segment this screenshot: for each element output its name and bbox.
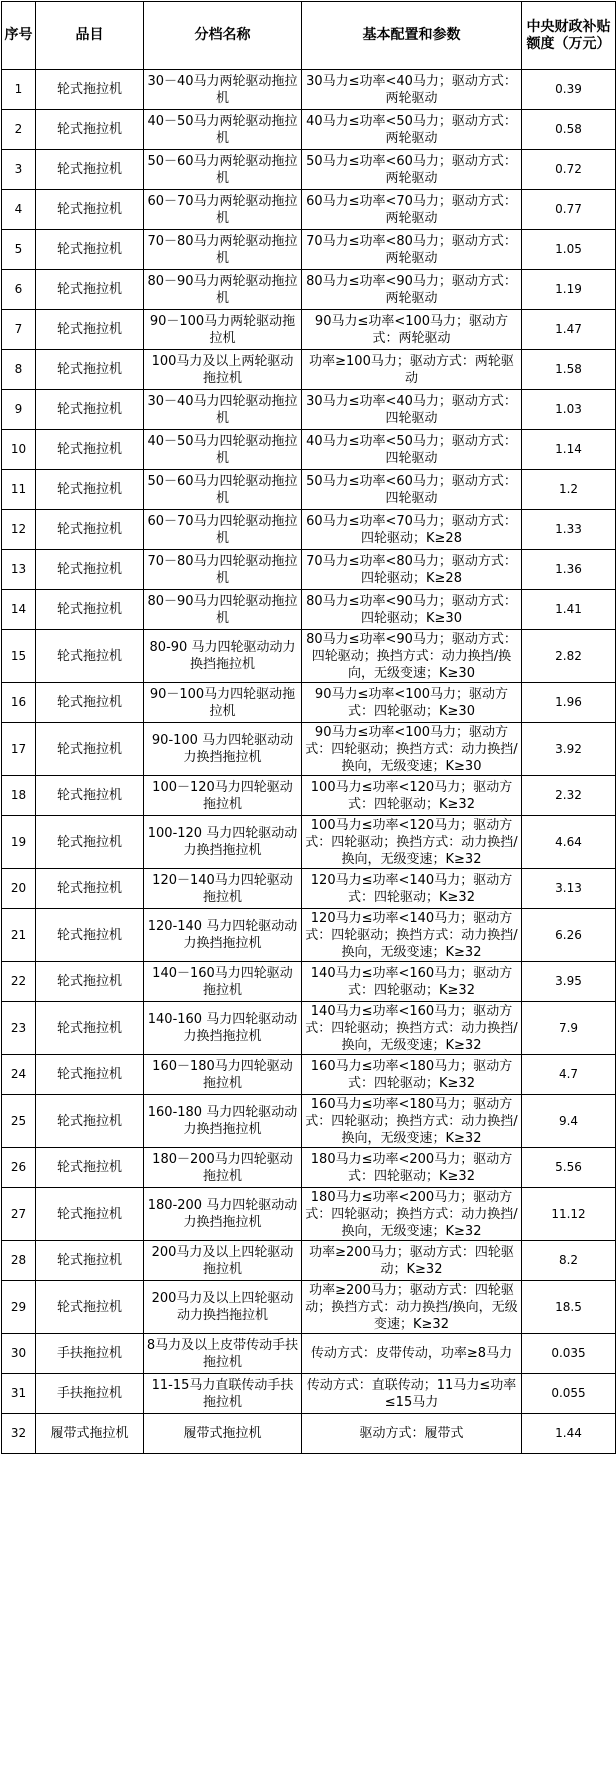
cell-name: 100－120马力四轮驱动拖拉机 [144,776,302,816]
cell-config: 50马力≤功率<60马力；驱动方式：四轮驱动 [302,470,522,510]
cell-config: 120马力≤功率<140马力；驱动方式：四轮驱动；K≥32 [302,869,522,909]
cell-subsidy: 2.82 [522,630,616,683]
cell-config: 70马力≤功率<80马力；驱动方式：四轮驱动；K≥28 [302,550,522,590]
cell-subsidy: 0.77 [522,190,616,230]
table-row [2,1002,616,1055]
cell-category: 轮式拖拉机 [36,869,144,909]
cell-category: 轮式拖拉机 [36,70,144,110]
cell-seq: 25 [2,1095,36,1148]
cell-category: 轮式拖拉机 [36,590,144,630]
cell-config: 140马力≤功率<160马力；驱动方式：四轮驱动；换挡方式：动力换挡/换向，无级变速；K≥32 [302,1002,522,1055]
table-row [2,390,616,430]
cell-category: 轮式拖拉机 [36,1002,144,1055]
cell-name: 40－50马力四轮驱动拖拉机 [144,430,302,470]
cell-name: 100马力及以上两轮驱动拖拉机 [144,350,302,390]
cell-category: 轮式拖拉机 [36,110,144,150]
cell-config: 50马力≤功率<60马力；驱动方式：两轮驱动 [302,150,522,190]
cell-category: 轮式拖拉机 [36,909,144,962]
cell-seq: 9 [2,390,36,430]
cell-category: 轮式拖拉机 [36,550,144,590]
cell-config: 160马力≤功率<180马力；驱动方式：四轮驱动；换挡方式：动力换挡/换向，无级变速；K≥32 [302,1095,522,1148]
cell-name: 160－180马力四轮驱动拖拉机 [144,1055,302,1095]
table-row [2,190,616,230]
cell-config: 140马力≤功率<160马力；驱动方式：四轮驱动；K≥32 [302,962,522,1002]
cell-seq: 12 [2,510,36,550]
cell-subsidy: 0.58 [522,110,616,150]
cell-subsidy: 4.7 [522,1055,616,1095]
cell-category: 轮式拖拉机 [36,816,144,869]
cell-name: 90-100 马力四轮驱动动力换挡拖拉机 [144,723,302,776]
table-row [2,1334,616,1374]
cell-seq: 14 [2,590,36,630]
cell-subsidy: 18.5 [522,1281,616,1334]
cell-category: 轮式拖拉机 [36,630,144,683]
cell-config: 90马力≤功率<100马力；驱动方式：四轮驱动；换挡方式：动力换挡/换向，无级变速；K≥30 [302,723,522,776]
cell-subsidy: 1.03 [522,390,616,430]
cell-category: 轮式拖拉机 [36,230,144,270]
cell-config: 100马力≤功率<120马力；驱动方式：四轮驱动；K≥32 [302,776,522,816]
cell-subsidy: 1.58 [522,350,616,390]
cell-seq: 20 [2,869,36,909]
table-row [2,1241,616,1281]
table-row [2,310,616,350]
cell-name: 180-200 马力四轮驱动动力换挡拖拉机 [144,1188,302,1241]
cell-subsidy: 1.36 [522,550,616,590]
cell-seq: 26 [2,1148,36,1188]
cell-category: 轮式拖拉机 [36,430,144,470]
cell-name: 120-140 马力四轮驱动动力换挡拖拉机 [144,909,302,962]
cell-category: 轮式拖拉机 [36,1055,144,1095]
cell-category: 轮式拖拉机 [36,962,144,1002]
header-seq: 序号 [2,2,36,70]
cell-seq: 2 [2,110,36,150]
cell-subsidy: 0.055 [522,1374,616,1414]
cell-subsidy: 7.9 [522,1002,616,1055]
cell-category: 轮式拖拉机 [36,310,144,350]
cell-config: 120马力≤功率<140马力；驱动方式：四轮驱动；换挡方式：动力换挡/换向，无级变速；K≥32 [302,909,522,962]
cell-seq: 17 [2,723,36,776]
header-subsidy: 中央财政补贴额度（万元） [522,2,616,70]
cell-seq: 4 [2,190,36,230]
table-row [2,816,616,869]
table-row [2,1414,616,1454]
cell-seq: 23 [2,1002,36,1055]
cell-name: 80－90马力两轮驱动拖拉机 [144,270,302,310]
cell-seq: 19 [2,816,36,869]
cell-subsidy: 9.4 [522,1095,616,1148]
cell-subsidy: 6.26 [522,909,616,962]
cell-config: 80马力≤功率<90马力；驱动方式：四轮驱动；K≥30 [302,590,522,630]
cell-subsidy: 1.05 [522,230,616,270]
cell-config: 40马力≤功率<50马力；驱动方式：两轮驱动 [302,110,522,150]
cell-seq: 27 [2,1188,36,1241]
cell-name: 80-90 马力四轮驱动动力换挡拖拉机 [144,630,302,683]
cell-config: 180马力≤功率<200马力；驱动方式：四轮驱动；K≥32 [302,1148,522,1188]
table-row [2,350,616,390]
table-row [2,510,616,550]
cell-config: 80马力≤功率<90马力；驱动方式：两轮驱动 [302,270,522,310]
header-name: 分档名称 [144,2,302,70]
cell-name: 140－160马力四轮驱动拖拉机 [144,962,302,1002]
cell-name: 8马力及以上皮带传动手扶拖拉机 [144,1334,302,1374]
cell-config: 90马力≤功率<100马力；驱动方式：两轮驱动 [302,310,522,350]
cell-name: 30－40马力两轮驱动拖拉机 [144,70,302,110]
cell-seq: 29 [2,1281,36,1334]
table-row [2,430,616,470]
table-row [2,1095,616,1148]
cell-seq: 16 [2,683,36,723]
table-row [2,776,616,816]
cell-name: 60－70马力四轮驱动拖拉机 [144,510,302,550]
cell-category: 手扶拖拉机 [36,1334,144,1374]
cell-name: 120－140马力四轮驱动拖拉机 [144,869,302,909]
cell-name: 160-180 马力四轮驱动动力换挡拖拉机 [144,1095,302,1148]
cell-category: 轮式拖拉机 [36,776,144,816]
cell-subsidy: 0.39 [522,70,616,110]
cell-seq: 10 [2,430,36,470]
table-row [2,1188,616,1241]
cell-category: 轮式拖拉机 [36,390,144,430]
cell-subsidy: 1.41 [522,590,616,630]
table-header-row [2,2,616,70]
cell-category: 轮式拖拉机 [36,510,144,550]
cell-subsidy: 1.2 [522,470,616,510]
cell-seq: 18 [2,776,36,816]
cell-config: 30马力≤功率<40马力；驱动方式：两轮驱动 [302,70,522,110]
cell-category: 履带式拖拉机 [36,1414,144,1454]
table-row [2,683,616,723]
table-row [2,270,616,310]
cell-name: 70－80马力四轮驱动拖拉机 [144,550,302,590]
table-row [2,962,616,1002]
cell-subsidy: 1.96 [522,683,616,723]
cell-name: 11-15马力直联传动手扶拖拉机 [144,1374,302,1414]
table-row [2,230,616,270]
cell-name: 80－90马力四轮驱动拖拉机 [144,590,302,630]
cell-config: 30马力≤功率<40马力；驱动方式：四轮驱动 [302,390,522,430]
cell-subsidy: 1.14 [522,430,616,470]
cell-seq: 1 [2,70,36,110]
cell-name: 90－100马力四轮驱动拖拉机 [144,683,302,723]
cell-name: 50－60马力四轮驱动拖拉机 [144,470,302,510]
cell-seq: 11 [2,470,36,510]
table-row [2,630,616,683]
table-row [2,550,616,590]
cell-seq: 24 [2,1055,36,1095]
cell-subsidy: 3.92 [522,723,616,776]
cell-subsidy: 0.035 [522,1334,616,1374]
cell-seq: 13 [2,550,36,590]
cell-config: 40马力≤功率<50马力；驱动方式：四轮驱动 [302,430,522,470]
cell-subsidy: 8.2 [522,1241,616,1281]
cell-name: 200马力及以上四轮驱动动力换挡拖拉机 [144,1281,302,1334]
cell-name: 70－80马力两轮驱动拖拉机 [144,230,302,270]
cell-config: 80马力≤功率<90马力；驱动方式：四轮驱动；换挡方式：动力换挡/换向，无级变速；K≥30 [302,630,522,683]
table-row [2,70,616,110]
cell-name: 40－50马力两轮驱动拖拉机 [144,110,302,150]
cell-subsidy: 1.44 [522,1414,616,1454]
cell-name: 100-120 马力四轮驱动动力换挡拖拉机 [144,816,302,869]
table-row [2,1281,616,1334]
cell-seq: 8 [2,350,36,390]
cell-name: 200马力及以上四轮驱动拖拉机 [144,1241,302,1281]
table-body [2,70,616,1454]
cell-seq: 5 [2,230,36,270]
cell-config: 传动方式：直联传动；11马力≤功率≤15马力 [302,1374,522,1414]
cell-category: 轮式拖拉机 [36,1188,144,1241]
table-row [2,909,616,962]
table-row [2,150,616,190]
table-row [2,590,616,630]
cell-config: 90马力≤功率<100马力；驱动方式：四轮驱动；K≥30 [302,683,522,723]
cell-category: 轮式拖拉机 [36,683,144,723]
cell-category: 轮式拖拉机 [36,1241,144,1281]
table-row [2,1374,616,1414]
cell-config: 功率≥200马力；驱动方式：四轮驱动；换挡方式：动力换挡/换向，无级变速；K≥32 [302,1281,522,1334]
cell-seq: 28 [2,1241,36,1281]
cell-seq: 3 [2,150,36,190]
cell-subsidy: 0.72 [522,150,616,190]
cell-subsidy: 5.56 [522,1148,616,1188]
cell-category: 轮式拖拉机 [36,190,144,230]
cell-name: 50－60马力两轮驱动拖拉机 [144,150,302,190]
cell-subsidy: 4.64 [522,816,616,869]
cell-config: 160马力≤功率<180马力；驱动方式：四轮驱动；K≥32 [302,1055,522,1095]
cell-subsidy: 11.12 [522,1188,616,1241]
cell-seq: 32 [2,1414,36,1454]
header-category: 品目 [36,2,144,70]
table-row [2,723,616,776]
cell-config: 功率≥200马力；驱动方式：四轮驱动；K≥32 [302,1241,522,1281]
cell-config: 60马力≤功率<70马力；驱动方式：两轮驱动 [302,190,522,230]
cell-config: 传动方式：皮带传动，功率≥8马力 [302,1334,522,1374]
subsidy-table [1,1,616,1454]
cell-category: 轮式拖拉机 [36,723,144,776]
table-row [2,110,616,150]
cell-config: 驱动方式：履带式 [302,1414,522,1454]
cell-seq: 7 [2,310,36,350]
table-row [2,869,616,909]
cell-config: 100马力≤功率<120马力；驱动方式：四轮驱动；换挡方式：动力换挡/换向，无级变速；K≥32 [302,816,522,869]
cell-subsidy: 3.13 [522,869,616,909]
cell-seq: 21 [2,909,36,962]
cell-subsidy: 1.47 [522,310,616,350]
cell-name: 180－200马力四轮驱动拖拉机 [144,1148,302,1188]
cell-subsidy: 2.32 [522,776,616,816]
cell-seq: 31 [2,1374,36,1414]
cell-category: 手扶拖拉机 [36,1374,144,1414]
cell-category: 轮式拖拉机 [36,470,144,510]
table-row [2,1055,616,1095]
table-row [2,470,616,510]
cell-subsidy: 1.19 [522,270,616,310]
cell-config: 60马力≤功率<70马力；驱动方式：四轮驱动；K≥28 [302,510,522,550]
cell-seq: 15 [2,630,36,683]
cell-category: 轮式拖拉机 [36,1281,144,1334]
cell-seq: 22 [2,962,36,1002]
cell-seq: 6 [2,270,36,310]
cell-name: 90－100马力两轮驱动拖拉机 [144,310,302,350]
cell-category: 轮式拖拉机 [36,1095,144,1148]
cell-name: 履带式拖拉机 [144,1414,302,1454]
cell-category: 轮式拖拉机 [36,150,144,190]
cell-config: 70马力≤功率<80马力；驱动方式：两轮驱动 [302,230,522,270]
cell-config: 180马力≤功率<200马力；驱动方式：四轮驱动；换挡方式：动力换挡/换向，无级变速；K≥32 [302,1188,522,1241]
cell-category: 轮式拖拉机 [36,1148,144,1188]
table-row [2,1148,616,1188]
cell-category: 轮式拖拉机 [36,350,144,390]
header-config: 基本配置和参数 [302,2,522,70]
cell-name: 60－70马力两轮驱动拖拉机 [144,190,302,230]
cell-name: 140-160 马力四轮驱动动力换挡拖拉机 [144,1002,302,1055]
cell-category: 轮式拖拉机 [36,270,144,310]
cell-name: 30－40马力四轮驱动拖拉机 [144,390,302,430]
cell-subsidy: 1.33 [522,510,616,550]
cell-seq: 30 [2,1334,36,1374]
cell-config: 功率≥100马力；驱动方式：两轮驱动 [302,350,522,390]
cell-subsidy: 3.95 [522,962,616,1002]
